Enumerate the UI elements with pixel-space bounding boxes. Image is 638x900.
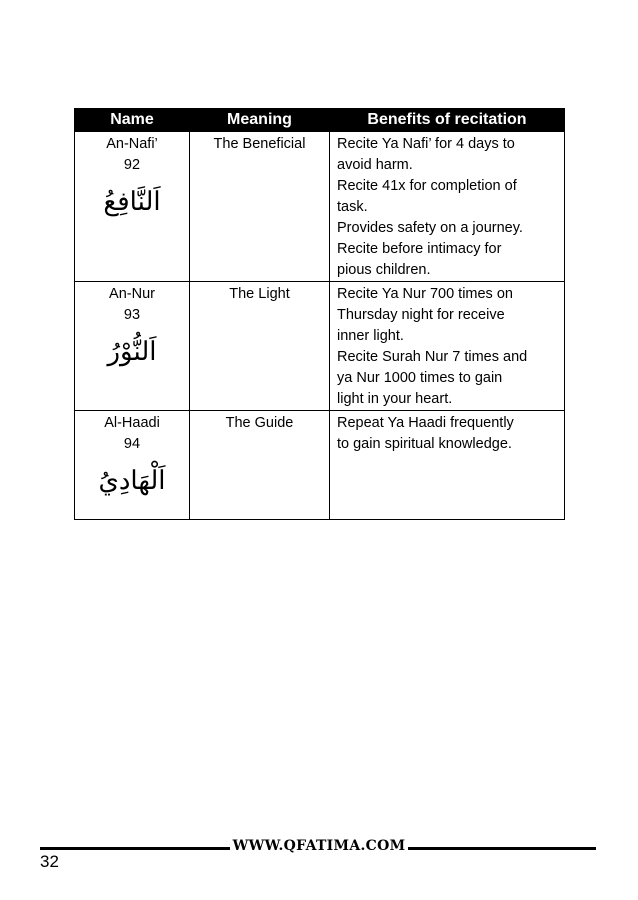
name-cell	[75, 282, 190, 411]
arabic-calligraphy: اَلنُّوْرُ	[107, 337, 157, 367]
name-cell	[75, 411, 190, 520]
name-text: An-Nafi’	[106, 136, 158, 152]
footer-rule-left	[40, 847, 230, 850]
benefit-line: ya Nur 1000 times to gain	[337, 370, 503, 386]
benefit-line: Recite before intimacy for	[337, 241, 502, 257]
benefits-cell	[330, 132, 565, 282]
benefit-line: Recite 41x for completion of	[337, 178, 517, 194]
benefit-line: Recite Surah Nur 7 times and	[337, 349, 528, 365]
footer-website-link[interactable]: WWW.QFATIMA.COM	[232, 838, 406, 854]
benefit-line: Provides safety on a journey.	[337, 220, 523, 236]
table-row	[75, 282, 565, 411]
name-number: 92	[123, 157, 141, 173]
benefit-line: task.	[337, 199, 368, 215]
name-number: 93	[123, 307, 141, 323]
header-meaning: Meaning	[190, 109, 330, 132]
header-benefits: Benefits of recitation	[330, 109, 565, 132]
meaning-cell: The Light	[190, 282, 330, 411]
meaning-cell: The Guide	[190, 411, 330, 520]
benefit-line: light in your heart.	[337, 391, 453, 407]
table-row	[75, 132, 565, 282]
name-cell	[75, 132, 190, 282]
benefit-line: Thursday night for receive	[337, 307, 505, 323]
meaning-cell: The Beneficial	[190, 132, 330, 282]
table-row	[75, 411, 565, 520]
arabic-calligraphy: اَلنَّافِعُ	[103, 187, 161, 217]
arabic-calligraphy: اَلْهَادِيُ	[98, 466, 166, 496]
benefit-line: avoid harm.	[337, 157, 413, 173]
benefit-line: Recite Ya Nur 700 times on	[337, 286, 513, 302]
benefit-line: Recite Ya Nafi’ for 4 days to	[337, 136, 515, 152]
benefit-line: pious children.	[337, 262, 431, 278]
name-number: 94	[123, 436, 141, 452]
header-name: Name	[75, 109, 190, 132]
benefits-cell	[330, 282, 565, 411]
page-number: 32	[40, 852, 59, 871]
benefits-cell	[330, 411, 565, 520]
table-header-row	[75, 109, 565, 132]
benefit-line: Repeat Ya Haadi frequently	[337, 415, 514, 431]
footer-rule-right	[408, 847, 596, 850]
benefit-line: to gain spiritual knowledge.	[337, 436, 512, 452]
name-text: An-Nur	[109, 286, 155, 302]
benefit-line: inner light.	[337, 328, 404, 344]
name-text: Al-Haadi	[104, 415, 160, 431]
names-table	[74, 108, 565, 520]
